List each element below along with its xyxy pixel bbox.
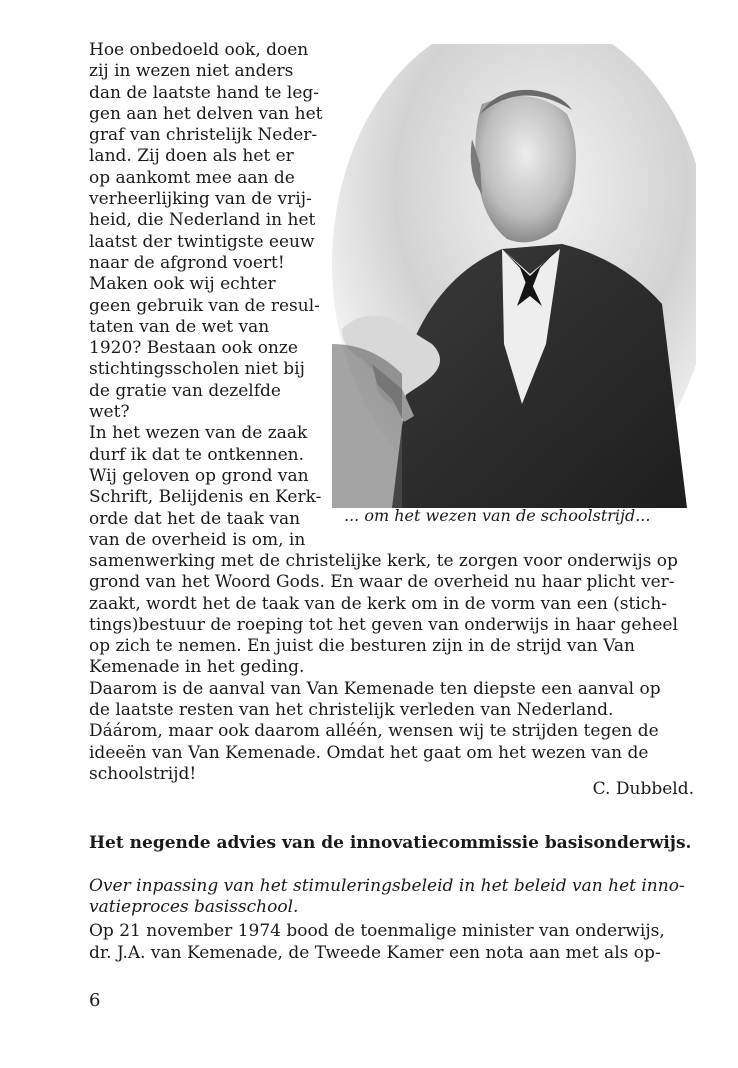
text-line: zaakt, wordt het de taak van de kerk om in de vorm van een (stich- bbox=[89, 593, 668, 614]
text-line: Schrift, Belijdenis en Kerk- bbox=[89, 487, 322, 508]
text-line: naar de afgrond voert! bbox=[89, 252, 285, 273]
subheading-line: Over inpassing van het stimuleringsbeleid in het beleid van het inno- bbox=[89, 876, 685, 896]
author-signature: C. Dubbeld. bbox=[592, 779, 694, 799]
text-line: In het wezen van de zaak bbox=[89, 423, 308, 444]
text-line: op aankomt mee aan de bbox=[89, 167, 295, 188]
text-line: de laatste resten van het christelijk verleden van Nederland. bbox=[89, 700, 614, 721]
text-line: schoolstrijd! bbox=[89, 763, 197, 784]
text-line: Kemenade in het geding. bbox=[89, 657, 305, 678]
text-line: laatst der twintigste eeuw bbox=[89, 231, 315, 252]
text-line: stichtingsscholen niet bij bbox=[89, 359, 305, 380]
figure-caption: ... om het wezen van de schoolstrijd... bbox=[344, 506, 651, 525]
text-line: gen aan het delven van het bbox=[89, 103, 323, 124]
text-line: van de overheid is om, in bbox=[89, 529, 306, 550]
text-line: zij in wezen niet anders bbox=[89, 61, 294, 82]
text-line: verheerlijking van de vrij- bbox=[89, 189, 312, 210]
section-subheading bbox=[89, 876, 699, 918]
body-text bbox=[89, 551, 699, 785]
text-line: 1920? Bestaan ook onze bbox=[89, 338, 298, 359]
column-text bbox=[89, 40, 359, 551]
text-line: dan de laatste hand te leg- bbox=[89, 82, 320, 103]
text-line: geen gebruik van de resul- bbox=[89, 295, 320, 316]
text-line: grond van het Woord Gods. En waar de overheid nu haar plicht ver- bbox=[89, 572, 675, 593]
text-line: dr. J.A. van Kemenade, de Tweede Kamer een nota aan met als op- bbox=[89, 942, 661, 963]
page-number: 6 bbox=[89, 990, 101, 1011]
portrait-engraving bbox=[332, 44, 696, 508]
text-line: op zich te nemen. En juist die besturen zijn in de strijd van Van bbox=[89, 636, 635, 657]
text-line: Daarom is de aanval van Van Kemenade ten diepste een aanval op bbox=[89, 678, 661, 699]
text-line: wet? bbox=[89, 402, 130, 423]
text-line: orde dat het de taak van bbox=[89, 508, 301, 529]
subheading-line: vatieproces basisschool. bbox=[89, 897, 299, 917]
text-line: Maken ook wij echter bbox=[89, 274, 276, 295]
text-line: land. Zij doen als het er bbox=[89, 146, 294, 167]
text-line: Dáárom, maar ook daarom alléén, wensen wij te strijden tegen de bbox=[89, 721, 659, 742]
section-heading: Het negende advies van de innovatiecommissie basisonderwijs. bbox=[89, 833, 692, 853]
text-line: ideeën van Van Kemenade. Omdat het gaat om het wezen van de bbox=[89, 742, 649, 763]
text-line: tings)bestuur de roeping tot het geven van onderwijs in haar geheel bbox=[89, 614, 678, 635]
text-line: samenwerking met de christelijke kerk, te zorgen voor onderwijs op bbox=[89, 551, 678, 571]
text-line: heid, die Nederland in het bbox=[89, 210, 316, 231]
text-line: Hoe onbedoeld ook, doen bbox=[89, 40, 309, 60]
text-line: taten van de wet van bbox=[89, 316, 270, 337]
text-line: graf van christelijk Neder- bbox=[89, 125, 318, 146]
section-paragraph bbox=[89, 921, 699, 964]
text-line: durf ik dat te ontkennen. bbox=[89, 444, 305, 465]
text-line: de gratie van dezelfde bbox=[89, 380, 281, 401]
text-line: Op 21 november 1974 bood de toenmalige minister van onderwijs, bbox=[89, 921, 665, 941]
text-line: Wij geloven op grond van bbox=[89, 465, 309, 486]
